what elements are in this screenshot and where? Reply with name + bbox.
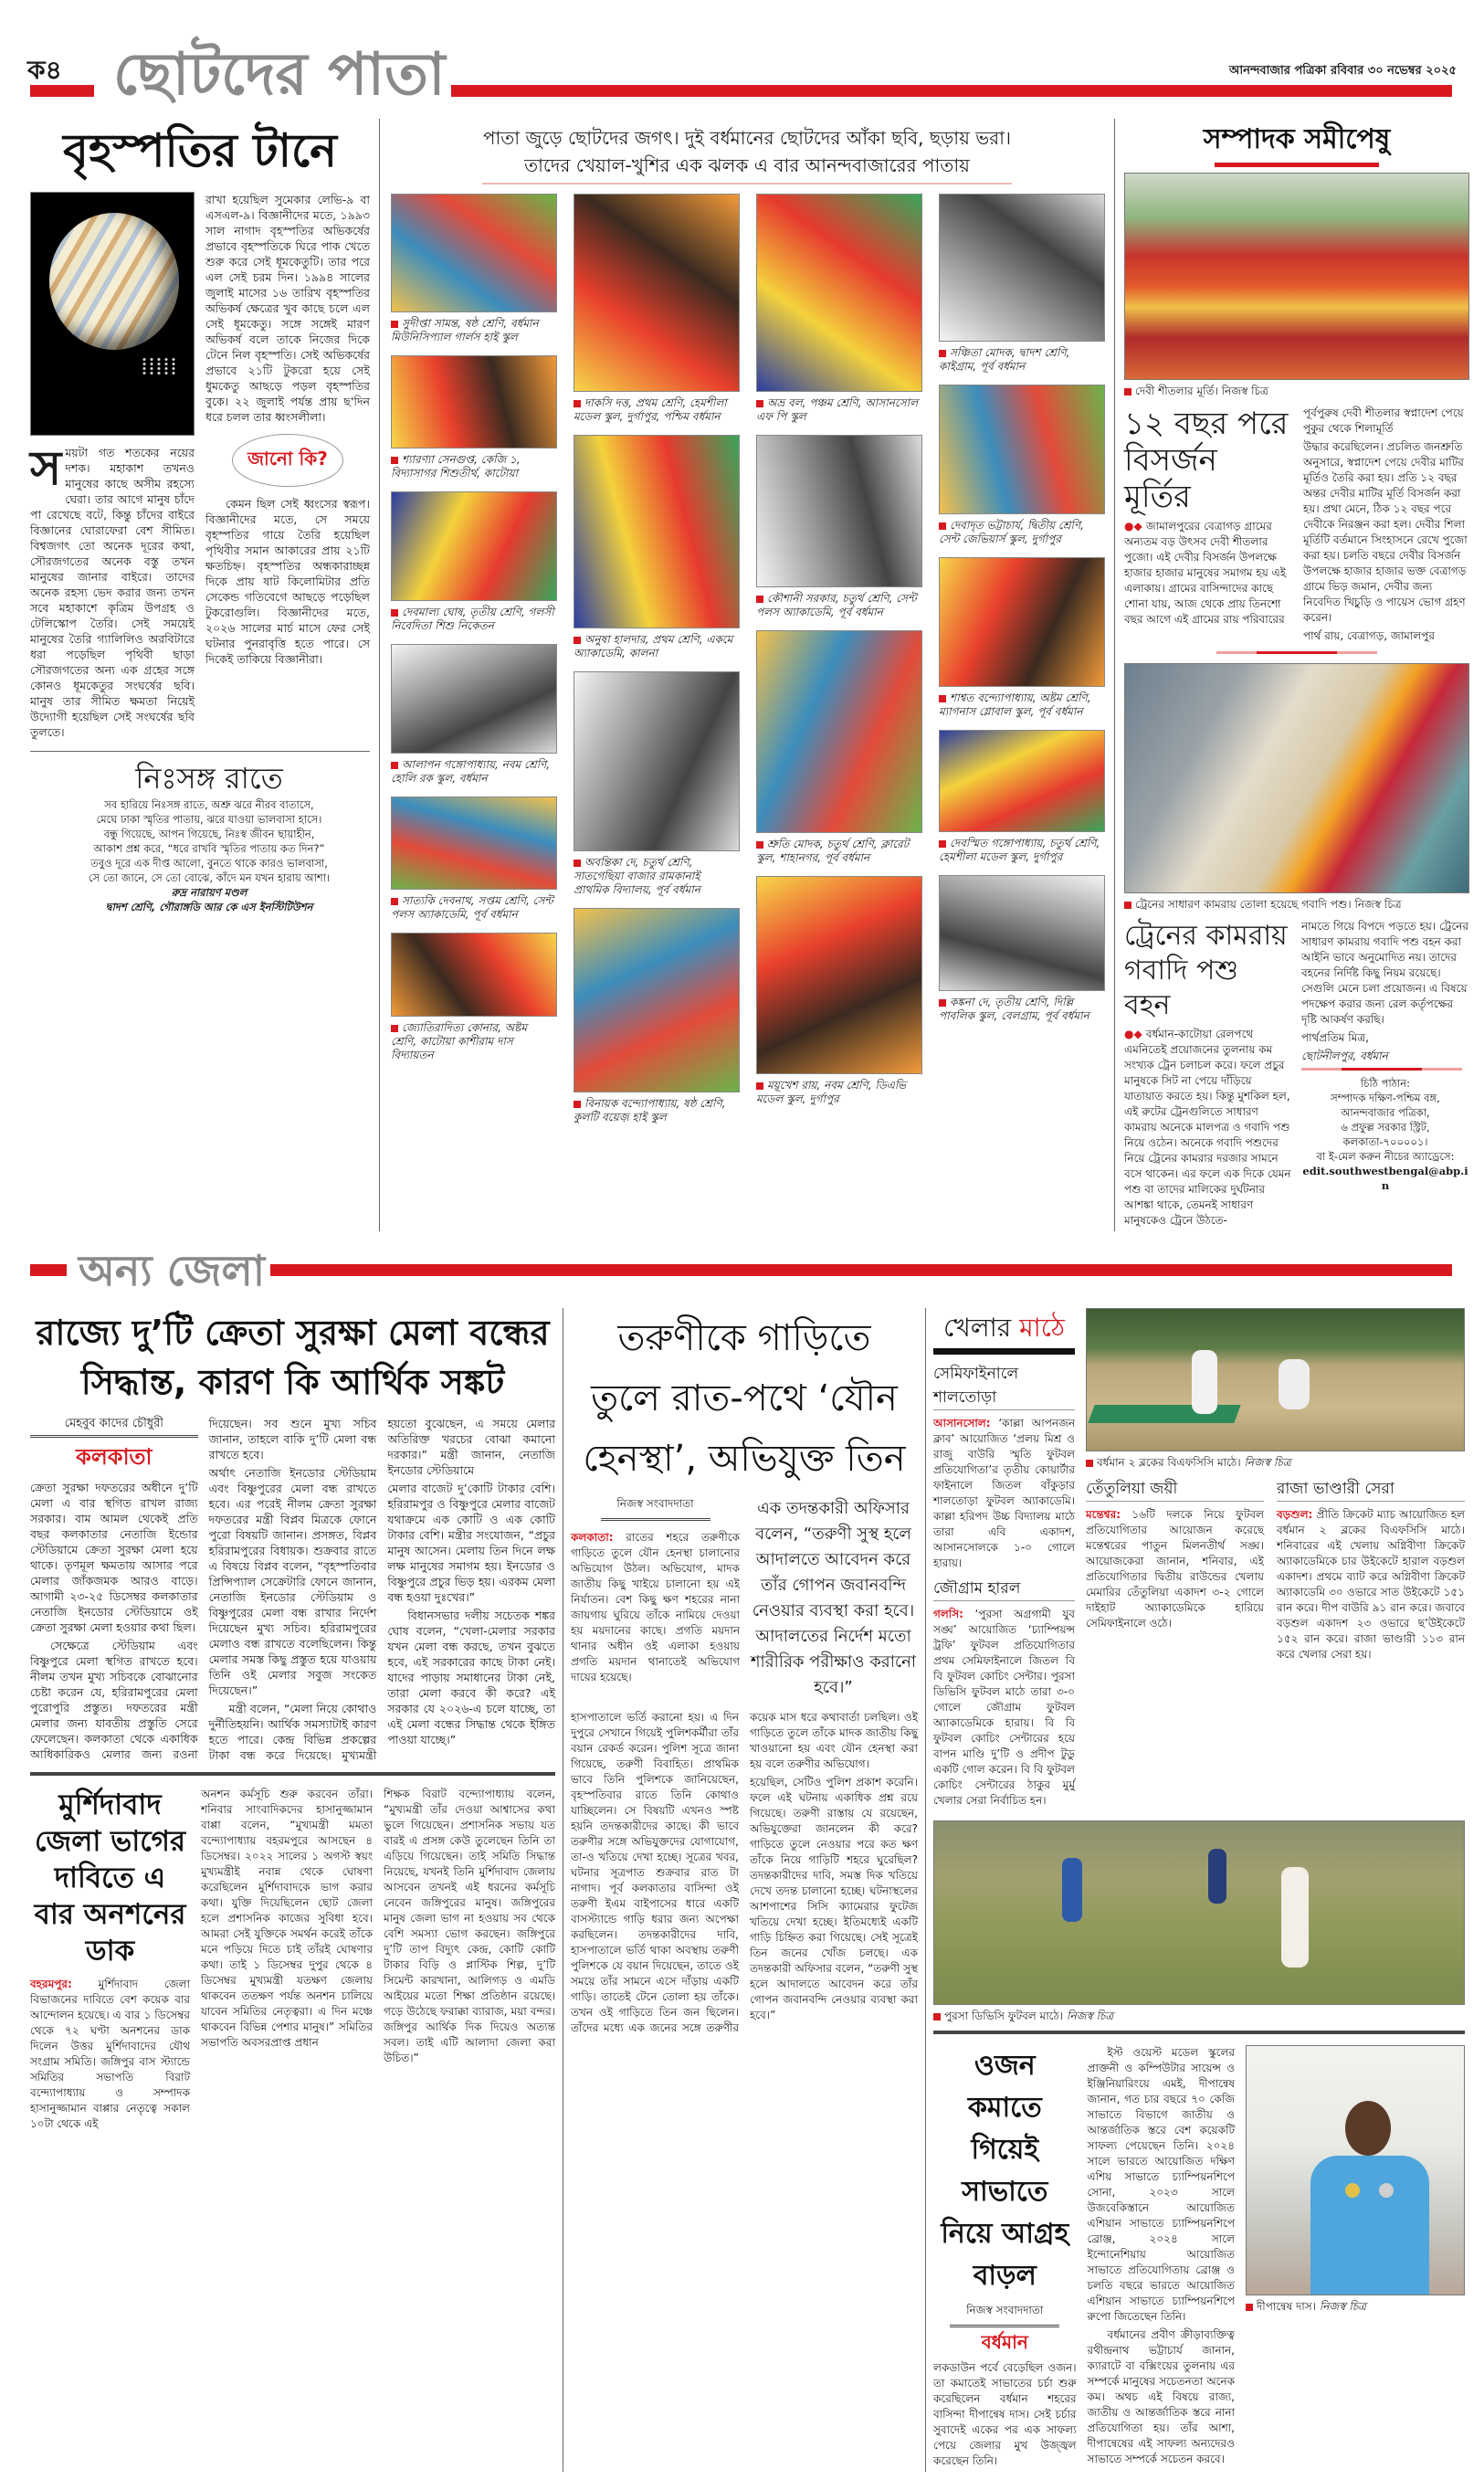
drawing-caption-text: জ্যোতিরাদিত্য কোনার, অষ্টম শ্রেণি, কাটোয়া কাশীরাম দাস বিদ্যায়তন <box>391 1021 527 1061</box>
article-paragraph: হয়েছিল, সেটিও পুলিশ প্রকাশ করেনি। ফলে এই ঘটনায় একাধিক প্রশ্ন রয়ে গিয়েছে। তরুণী রাস্তায় যে রয়েছেন, অভিযুক্তেরা জানলেন কী করে? গাড়িতে তুলে নেওয়ার পরে কত ক্ষণ তাঁকে নিয়ে গাড়িটি শহরে ঘুরেছিল? তদন্তকারীদের দাবি, সমস্ত দিক খতিয়ে দেখে তদন্ত চালানো হচ্ছে। ঘটনাস্থলের আশপাশের সিসি ক্যামেরার ফুটেজ খতিয়ে দেখা হচ্ছে। ইতিমধ্যেই একটি গাড়ি চিহ্নিত করা গিয়েছে। সেই সূত্রেই তিন জনের খোঁজ চলছে। এক তদন্তকারী অফিসার বলেন, “তরুণী সুস্থ হলে আদালতে আবেদন করে তাঁর গোপন জবানবন্দি নেওয়ার ব্যবস্থা করা হবে।” <box>750 1776 918 2021</box>
divider <box>30 1772 555 1776</box>
address-line: সম্পাদক দক্ষিণ-পশ্চিম বঙ্গ, <box>1331 1092 1440 1104</box>
letter-headline: ট্রেনের কামরায় গবাদি পশু বহন <box>1124 920 1288 1021</box>
fair-body <box>30 1416 555 1763</box>
gallery-column <box>391 194 555 1124</box>
letter-headline: ১২ বছর পরে বিসর্জন মূর্তির <box>1124 406 1289 515</box>
drawing-caption-text: অনুষা হালদার, প্রথম শ্রেণি, একমে অ্যাকাডেমি, কালনা <box>574 633 733 659</box>
caption-marker-icon <box>391 609 398 617</box>
header-rule-left <box>30 85 94 97</box>
gallery-intro-line: তাদের খেয়াল-খুশির এক ঝলক এ বার আনন্দবাজারের পাতায় <box>524 154 970 176</box>
brief-text: ‘কাল্লা আপনজন ক্লাব’ আয়োজিত ‘প্রলয় মিশ্র ও রাজু বাউরি স্মৃতি ফুটবল প্রতিযোগিতা’র তৃতীয় কোয়ার্টার ফাইনালে জিতল বাঁকুড়ার শালতোড়া ফুটবল অ্যাকাডেমি। কাল্লা হরিপদ উচ্চ বিদ্যালয় মাঠে তারা এবি একাদশ, আসানসোলকে ১-০ গোলে হারায়। <box>933 1417 1075 1569</box>
football-photo <box>933 1820 1465 2005</box>
drawing-caption-text: অবন্তিকা দে, চতুর্থ শ্রেণি, সাতগেছিয়া বাজার রামকানাই প্রাথমিক বিদ্যালয়, পূর্ব বর্ধমান <box>574 856 700 896</box>
drawing-caption <box>391 317 555 344</box>
player <box>1062 1858 1082 1922</box>
poem-line: বন্ধু গিয়েছে, আপন গিয়েছে, নিঃস্ব জীবন ছায়াহীন, <box>103 828 315 840</box>
caption-marker-icon <box>756 1082 763 1090</box>
drawing-caption <box>939 837 1103 864</box>
caption-marker-icon <box>756 596 763 603</box>
sports-section-title <box>933 1308 1075 1348</box>
sports-brief <box>1086 1477 1264 1665</box>
caption-marker-icon <box>1086 1460 1093 1467</box>
address-line: আনন্দবাজার পত্রিকা, <box>1341 1106 1430 1119</box>
headline-line: তরুণীকে গাড়িতে <box>617 1317 871 1359</box>
article-paragraph: ইস্ট ওয়েস্ট মডেল স্কুলের প্রাক্তনী ও কম্পিউটার সায়েন্স ও ইঞ্জিনিয়ারিংয়ে এমই, দীপান্বেষ জানান, গত চার বছরে ৭০ কেজি সাভাতে বিভাগে জাতীয় ও আন্তর্জাতিক স্তরে বেশ কয়েকটি সাফল্য পেয়েছেন তিনি। ২০২৪ সালে ভারতে আয়োজিত দক্ষিণ এশিয় সাভাতে চ্যাম্পিয়নশিপে সোনা, ২০২৩ সালে উজবেকিস্তানে আয়োজিত এশিয়ান সাভাতে চ্যাম্পিয়নশিপে ব্রোঞ্জ, ২০২৪ সালে ইন্দোনেশিয়ায় আয়োজিত সাভাতে প্রতিযোগিতায় ব্রোঞ্জ ও চলতি বছরে ভারতে আয়োজিত এশিয়ান সাভাতে চ্যাম্পিয়নশিপে রুপো জিতেছেন তিনি। <box>1087 2046 1235 2323</box>
caption-text: বর্ধমান ২ ব্লকের বিএফসিসি মাঠে। <box>1097 1456 1241 1469</box>
did-you-know-label: জানো কি? <box>247 447 328 470</box>
photo-caption <box>1246 2300 1465 2314</box>
gallery-intro <box>391 124 1103 179</box>
caption-marker-icon <box>939 999 946 1007</box>
drawing-caption <box>391 1021 555 1062</box>
jupiter-planet <box>49 213 179 350</box>
photo-credit: নিজস্ব চিত্র <box>1319 2300 1367 2313</box>
brief-text: প্রীতি ক্রিকেট ম্যাচ আয়োজিত হল বর্ধমান ২ ব্লকের বিএফসিসি মাঠে। শনিবারের এই খেলায় অগ্নিবীণা ক্রিকেট অ্যাকাডেমিকে চার উইকেটে হারাল বড়শুল একাদশ। প্রথমে ব্যাট করে অগ্নিবীণা ক্রিকেট অ্যাকাডেমি ৩০ ওভারে সাত উইকেটে ১৫১ রান করে। দীপ বাউরি ৯১ রান করে। জবাবে বড়শুল একাদশ ২৩ ওভারে ছ’উইকেটে ১৫২ রান করে। রাজা ভাণ্ডারী ১১৩ রান করে খেলার সেরা হয়। <box>1277 1508 1465 1661</box>
drawing-caption-text: শ্যারণ্যা সেনগুপ্ত, কেজি ১, বিদ্যাসাগর শিশুতীর্থ, কাটোয়া <box>391 453 521 480</box>
murshidabad-story <box>30 1787 555 2132</box>
poem-line: মেঘে ঢাকা স্মৃতির পাতায়, ঝরে যাওয়া ভালবাসা হাসে। <box>96 813 322 826</box>
drawing-card <box>939 557 1103 719</box>
brief-headline: জৌগ্রাম হারল <box>933 1577 1075 1601</box>
drawing-caption-text: দেবমাল্য ঘোষ, তৃতীয় শ্রেণি, গলসী নিবেদিতা শিশু নিকেতন <box>391 606 554 632</box>
drawing-card <box>939 194 1103 374</box>
player <box>1281 1867 1309 1968</box>
poem-line: আকাশ প্রশ্ন করে, “ধরে রাখবি স্মৃতির পাতায় কত দিন?” <box>93 842 325 855</box>
article-paragraph: লকডাউন পর্বে বেড়েছিল ওজন। তা কমাতেই সাভাতের চর্চা শুরু করেছিলেন বর্ধমান শহরের বাসিন্দা দীপান্বেষ দাস। সেই চর্চার সুবাদেই একের পর এক সাফল্য পেয়ে জেলার মুখ উজ্জ্বল করেছেন তিনি। <box>933 2361 1077 2467</box>
page-number: ক৪ <box>27 55 62 85</box>
drawing-card <box>756 194 921 424</box>
athlete-head <box>1345 2101 1391 2156</box>
photo-credit: নিজস্ব চিত্র <box>1221 385 1268 397</box>
caption-marker-icon <box>756 400 763 407</box>
drawing-card <box>939 875 1103 1023</box>
drawing-caption-text: বিনায়ক বন্দ্যোপাধ্যায়, ষষ্ঠ শ্রেণি, কুলটি বয়েজ় হাই স্কুল <box>574 1097 726 1124</box>
address-title: চিঠি পাঠান: <box>1361 1077 1410 1090</box>
onno-jela-section <box>30 1308 1484 2490</box>
child-drawing-image <box>391 355 557 448</box>
caption-text: দেবী শীতলার মূর্তি। <box>1135 385 1218 397</box>
gallery-column <box>939 194 1103 1124</box>
address-line: কলকাতা-৭০০০০১। <box>1342 1135 1428 1148</box>
brief-body <box>933 1607 1075 1809</box>
jupiter-story <box>30 192 370 740</box>
caption-marker-icon <box>1246 2304 1253 2311</box>
dateline-place: মন্তেশ্বর: <box>1086 1508 1121 1521</box>
dateline-place: আসানসোল: <box>933 1417 991 1430</box>
comet-fragments <box>141 357 177 375</box>
letter-body: উদ্ধার করেছিলেন। প্রচলিত জনশ্রুতি অনুসারে, স্বপ্নাদেশ পেয়ে দেবীর মাটির মূর্তিও তৈরি করা হয়। প্রতি ১২ বছর অন্তর দেবীর মাটির মূর্তি বিসর্জন করা হয়। প্রথা মেনে, ঠিক ১২ বছর পরে দেবীকে নিরঞ্জন করা হল। দেবীর শিলা মূর্তিটি বর্তমানে সিংহাসনে রেখে পুজো করা হয়। চলতি বছরে দেবীর বিসর্জন উপলক্ষে হাজার হাজার ভক্ত বেত্রাগড় গ্রামে ভিড় জমান, দেবীর জন্য নিবেদিত খিচুড়ি ও পায়েস ভোগ গ্রহণ করেন। <box>1303 440 1468 624</box>
sports-top <box>933 1308 1465 1811</box>
email-link[interactable]: edit.southwestbengal@abp.in <box>1302 1165 1468 1192</box>
jupiter-intro-text: ময়টা গত শতকের নয়ের দশক। মহাকাশ তখনও মানুষের কাছে অসীম রহস্যে ঘেরা। তার আগে মানুষ চাঁদে পা রেখেছে বটে, কিন্তু চাঁদের বাইরে বিজ্ঞানের ঘোরাফেরা বেশ সীমিত। বিশ্বজগৎ তো অনেক দূরের কথা, সৌরজগতের অনেক বস্তু তখন মানুষের জানার বাইরে। তাদের অনেক রহস্য ভেদ করার জন্য তখন সবে মহাকাশে কৃত্রিম উপগ্রহ ও টেলিস্কোপ তৈরি। সেই সময়েই মানুষের তৈরি গ্যালিলিও অরবিটারে ধরা পড়েছিল পৃথিবী ছাড়া সৌরজগতের অন্য এক গ্রহের সঙ্গে কোনও ধূমকেতুর সংঘর্ষের ছবি। মানুষ তার সীমিত ক্ষমতা নিয়েই উদ্যোগী হয়েছিল সেই সংঘর্ষের ছবি তুলতে। <box>30 446 195 739</box>
drawing-caption <box>574 856 738 897</box>
gallery-column <box>756 194 921 1124</box>
child-drawing-image <box>756 876 922 1074</box>
drawing-caption <box>756 1079 921 1106</box>
crime-body <box>571 1710 918 2036</box>
letters-section-title: সম্পাদক সমীপেষু <box>1203 123 1391 155</box>
caption-marker-icon <box>391 1025 398 1032</box>
jupiter-photo <box>30 192 195 436</box>
drawing-card <box>756 876 921 1106</box>
chhotoder-pata-section <box>30 119 1484 1231</box>
drawing-caption-text: সাত্যকি দেবনাথ, সপ্তম শ্রেণি, সেন্ট পলস অ্যাকাডেমি, পূর্ব বর্ধমান <box>391 894 553 921</box>
caption-marker-icon <box>939 522 946 530</box>
pull-quote: এক তদন্তকারী অফিসার বলেন, “তরুণী সুস্থ হলে আদালতে আবেদন করে তাঁর গোপন জবানবন্দি নেওয়ার ব্যবস্থা করা হবে। আদালতের নির্দেশ মতো শারীরিক পরীক্ষাও করানো হবে।” <box>750 1499 917 1697</box>
drawing-caption <box>574 633 738 660</box>
drawing-caption <box>391 894 555 922</box>
drawing-caption <box>939 996 1103 1023</box>
child-drawing-image <box>391 933 557 1017</box>
divider <box>30 751 370 752</box>
dateline-place: কলকাতা: <box>571 1531 614 1544</box>
drawing-caption-text: আলাপন গঙ্গোপাধ্যায়, নবম শ্রেণি, হোলি রক স্কুল, বর্ধমান <box>391 758 551 785</box>
headline-crime <box>571 1308 918 1489</box>
gallery-intro-underline <box>482 183 1012 185</box>
drawing-card <box>391 797 555 922</box>
gallery-column <box>574 194 738 1124</box>
brief-text: ‘পুরসা অগ্রগামী যুব সঙ্ঘ’ আয়োজিত ‘চ্যাম্পিয়ন্স ট্রফি’ ফুটবল প্রতিযোগিতার প্রথম সেমিফাইনালে জিতল বি বি ফুটবল কোচিং সেন্টার। পুরসা ডিভিসি ফুটবল মাঠে তারা ৩-০ গোলে জৌগ্রাম ফুটবল অ্যাকাডেমিকে হারায়। বি বি ফুটবল কোচিং সেন্টারের হয়ে বাপন মাণ্ডি দু’টি ও প্রদীপ টুডু একটি গোল করেন। বি বি ফুটবল কোচিং সেন্টারের ঠাকুর মুর্মু খেলার সেরা নির্বাচিত হন। <box>933 1608 1075 1807</box>
letter-2-continued <box>1301 919 1469 1231</box>
drawing-card <box>574 908 738 1124</box>
headline-line: সিদ্ধান্ত, কারণ কি আর্থিক সঙ্কট <box>80 1362 505 1402</box>
address-block <box>1301 1076 1469 1193</box>
dateline-place: বড়শুল: <box>1277 1508 1313 1521</box>
section-rule-left <box>30 1264 67 1276</box>
caption-marker-icon <box>391 457 398 464</box>
savate-story <box>933 2045 1465 2472</box>
sports-title-a: খেলার <box>943 1313 1012 1343</box>
caption-marker-icon <box>1124 902 1131 909</box>
drawing-caption-text: শ্রুতি মোদক, চতুর্থ শ্রেণি, ক্লারেট স্কুল, শাহানগর, পূর্ব বর্ধমান <box>756 838 910 864</box>
drawing-caption <box>574 396 738 424</box>
drawing-card <box>574 435 738 660</box>
savate-body <box>1088 2045 1235 2472</box>
letters-title-underline <box>1215 163 1379 167</box>
page-header <box>0 0 1484 119</box>
article-paragraph: অর্থাৎ নেতাজি ইনডোর স্টেডিয়াম এবং বিষ্ণুপুরের মেলা বন্ধ রাখতে হবে। এর পরেই নীলম ক্রেতা সুরক্ষা দফতরের মন্ত্রী বিপ্লব মিত্রকে ফোনে পুরো বিষয়টি জানান। প্রসঙ্গত, বিপ্লব হরিরামপুরের বিধায়ক। শুক্রবার রাতে এ বিষয়ে বিপ্লব বলেন, “বৃহস্পতিবার প্রিন্সিপ্যাল সেক্রেটারি ফোনে জানান, নেতাজি ইনডোর স্টেডিয়াম ও বিষ্ণুপুরের মেলা বন্ধ রাখার নির্দেশ দিয়েছেন মুখ্য সচিব। হরিরামপুরের মেলাও বন্ধ রাখতে বলেছিলেন। কিন্তু মেলার সমস্ত কিছু প্রস্তুত হয়ে যাওয়ায় তিনি ওই মেলার সবুজ সংকেত দিয়েছেন।” <box>208 1466 377 1697</box>
divider <box>933 2031 1465 2034</box>
poem-line: সে তো জানে, সে তো বোঝে, কাঁদে মন যখন হারায় আশা। <box>88 871 331 884</box>
jupiter-right-column <box>205 192 370 740</box>
byline: নিজস্ব সংবাদদাতা <box>950 2303 1059 2327</box>
drawing-caption <box>391 606 555 633</box>
fair-column <box>30 1308 563 2472</box>
date-line: আনন্দবাজার পত্রিকা রবিবার ৩০ নভেম্বর ২০২৫ <box>1229 64 1457 78</box>
sports-brief <box>933 1577 1075 1809</box>
athlete-jersey <box>1310 2156 1429 2295</box>
sports-column <box>926 1308 1465 2472</box>
sports-brief <box>933 1362 1075 1571</box>
address-line: বা ই-মেল করুন নীচের অ্যাড্রেসে: <box>1316 1150 1455 1163</box>
caption-text: পুরসা ডিভিসি ফুটবল মাঠে। <box>944 2010 1064 2022</box>
photo-caption <box>1124 385 1469 398</box>
sports-title-b: মাঠে <box>1019 1313 1065 1343</box>
murshidabad-lead <box>30 1977 190 2132</box>
savate-first-column <box>933 2045 1077 2472</box>
letter-body-text: বর্ধমান-কাটোয়া রেলপথে এমনিতেই প্রয়োজনের তুলনায় কম সংখ্যক ট্রেন চলাচল করে। ফলে প্রচুর মানুষকে সিট না পেয়ে দাঁড়িয়ে যাতায়াত করতে হয়। কিন্তু মুশকিল হল, এই রুটের ট্রেনগুলিতে সাধারণ কামরায় অনেকে মালপত্র ও গবাদি পশু নিয়ে ওঠেন। অনেকে গবাদি পশুদের নিয়ে ট্রেনের কামরার দরজার সামনে বসে থাকেন। এর ফলে এক দিকে যেমন পশু বা তাদের মালিকের দুর্ঘটনার আশঙ্কা থাকে, তেমনই সাধারণ মানুষকেও ট্রেনে উঠতে- <box>1124 1028 1291 1227</box>
poem-line: সব হারিয়ে নিঃসঙ্গ রাতে, অশ্রু ঝরে নীরব বাতাসে, <box>104 798 314 811</box>
drawing-card <box>391 933 555 1062</box>
crime-byline-block <box>601 1496 710 1521</box>
drawing-card <box>391 644 555 786</box>
drawing-caption-text: দাকসি দত্ত, প্রথম শ্রেণি, হেমশীলা মডেল স্কুল, দুর্গাপুর, পশ্চিম বর্ধমান <box>574 396 727 423</box>
sports-brief <box>1277 1477 1465 1665</box>
drawing-caption-text: ময়ূখেশ রায়, নবম শ্রেণি, ডিএভি মডেল স্কুল, দুর্গাপুর <box>756 1079 907 1105</box>
dateline-place: গলসি: <box>933 1608 963 1620</box>
brief-headline: তেঁতুলিয়া জয়ী <box>1086 1477 1264 1502</box>
medal-icon <box>1379 2183 1394 2198</box>
drawing-caption <box>391 758 555 786</box>
headline-line: হেনস্থা’, অভিযুক্ত তিন <box>583 1438 906 1480</box>
child-drawing-image <box>756 630 922 833</box>
child-drawing-image <box>574 194 740 392</box>
drawing-caption-text: দেবাদৃত ভট্টাচার্য, দ্বিতীয় শ্রেণি, সেন্ট জেভিয়ার্স স্কুল, দুর্গাপুর <box>939 519 1084 545</box>
drawing-card <box>939 385 1103 546</box>
jupiter-left-column <box>30 192 195 740</box>
photo-caption <box>1124 898 1469 912</box>
livestock-train-photo <box>1124 663 1469 893</box>
section-rule-right <box>178 1264 1452 1276</box>
letter-body <box>1124 1027 1292 1229</box>
fair-byline-block <box>30 1416 198 1472</box>
article-text: মুর্শিদাবাদ জেলা বিভাজনের দাবিতে বেশ কয়েক বার আন্দোলন হয়েছে। এ বার ১ ডিসেম্বর থেকে ৭২ ঘণ্টা অনশনের ডাক দিলেন উত্তর মুর্শিদাবাদের যৌথ সংগ্রাম সমিতি। জঙ্গিপুর বাস স্ট্যান্ডে সমিতির সভাপতি বিরাট বন্দ্যোপাধ্যায় ও সম্পাদক হাসানুজ্জামান বাপ্পার নেতৃত্বে সকাল ১০টা থেকে এই <box>30 1978 190 2130</box>
caption-marker-icon <box>939 695 946 702</box>
child-drawing-image <box>939 557 1105 687</box>
poem-title: নিঃসঙ্গ রাতে <box>135 761 283 796</box>
photo-caption <box>1086 1456 1465 1470</box>
brief-body <box>933 1416 1075 1571</box>
drawing-caption-text: দেবস্মিত গঙ্গোপাধ্যায়, চতুর্থ শ্রেণি, হেমশীলা মডেল স্কুল, দুর্গাপুর <box>939 837 1100 863</box>
drawing-caption <box>574 1097 738 1124</box>
byline: নিজস্ব সংবাদদাতা <box>601 1496 710 1521</box>
article-paragraph: মেলার বাজেট দু’কোটি টাকার বেশি। হরিরামপুর ও বিষ্ণুপুরে মেলার বাজেট যথাক্রমে এক কোটি ও এক কোটি টাকার বেশি। মন্ত্রীর সংযোজন, “প্রচুর মানুষ আসেন। মেলায় তিন দিনে লক্ষ লক্ষ মানুষের সমাগম হয়। ইনডোর ও বিষ্ণুপুরে প্রচুর ভিড় হয়। এরকম মেলা বন্ধ হওয়া দুঃখের।” <box>387 1482 555 1604</box>
article-paragraph: ক্রেতা সুরক্ষা দফতরের অধীনে দু’টি মেলা এ বার স্থগিত রাখল রাজ্য সরকার। বাম আমল থেকেই প্রতি বছর কলকাতার নেতাজি ইন্ডোর স্টেডিয়ামে ক্রেতা সুরক্ষা মেলা হয়ে থাকে। তৃণমূল ক্ষমতায় আসার পরে মেলার জাঁকজমক আরও বাড়ে। আগামী ২৩-২৫ ডিসেম্বর কলকাতার নেতাজি ইনডোর স্টেডিয়ামে ওই ক্রেতা সুরক্ষা মেলা হওয়ার কথা ছিল। <box>30 1481 198 1634</box>
sports-right <box>1086 1308 1465 1811</box>
child-drawing-image <box>756 194 922 392</box>
poem-author: রুদ্র নারায়ণ মণ্ডল <box>171 886 247 899</box>
jupiter-paragraph: কেমন ছিল সেই ধ্বংসের স্বরূপ। বিজ্ঞানীদের মতে, সে সময়ে বৃহস্পতির গায়ে তৈরি হয়েছিল পৃথিবীর সমান আকারের প্রায় ২১টি ক্ষতচিহ্ন। বৃহস্পতির অন্ধকারাচ্ছন্ন দিকে প্রায় ষাট কিলোমিটার প্রতি সেকেন্ড গতিবেগে আছড়ে পড়েছিল টুকরোগুলি। বিজ্ঞানীদের মতে, ২০২৬ সালের মার্চ মাসে ফের সেই ঘটনার পুনরাবৃত্তি হতে পারে। সে দিকেই তাকিয়ে বিজ্ঞানীরা। <box>205 497 370 666</box>
article-paragraph: সেক্ষেত্রে স্টেডিয়াম এবং বিষ্ণুপুরে মেলা স্থগিত রাখতে হবে। নীলম তখন মুখ্য সচিবকে বোঝানোর চেষ্টা করেন যে, হরিরামপুরের মেলা পুরোপুরি প্রস্তুত। দফতরের মন্ত্রী মেলার জন্য যাবতীয় প্রস্তুতি সেরে ফেলেছেন। কলকাতা থেকে একাধিক আধিকারিকও মেলার জন্য রওনা দিয়েছেন। সব শুনে মুখ্য সচিব জানান, তাহলে বাকি দু’টি মেলা বন্ধ রাখতে হবে। <box>30 1417 377 1761</box>
article-paragraph: শিক্ষক বিরাট বন্দ্যোপাধ্যায় বলেন, “মুখ্যমন্ত্রী তাঁর দেওয়া আশ্বাসের কথা ভুলে গিয়েছেন। প্রশাসনিক সভায় যত বারই এ প্রসঙ্গ কেউ তুলেছেন তিনি তা এড়িয়ে গিয়েছেন। তাই সমিতি সিদ্ধান্ত নিয়েছে, যখনই তিনি মুর্শিদাবাদ জেলায় আসবেন তখনই এই ধরনের কর্মসূচি নেবেন জঙ্গিপুরের মানুষ। জঙ্গিপুরের মানুষ জেলা ভাগ না হওয়ায় সব থেকে বেশি সমস্যা ভোগ করছেন। জঙ্গিপুরে দু’টি তাপ বিদ্যুৎ কেন্দ্র, কোটি কোটি টাকার বিড়ি ও প্লাস্টিক শিল্প, দু’টি সিমেন্ট কারখানা, আলিগড় ও এমডি আইয়ের মতো শিক্ষা প্রতিষ্ঠান রয়েছে। গড়ে উঠেছে ফরাক্কা ব্যারাজ, ময়া বন্দর। জঙ্গিপুর আর্থিক দিক দিয়েও অত্যন্ত সবল। তাই এটি আলাদা জেলা করা উচিত।” <box>384 1788 555 2064</box>
child-drawing-image <box>939 730 1105 832</box>
drawing-caption <box>756 396 921 424</box>
letter-1 <box>1124 406 1469 644</box>
brief-headline: সেমিফাইনালে শালতোড়া <box>933 1362 1075 1410</box>
onno-jela-header <box>0 1242 1484 1308</box>
caption-text: দীপান্বেষ দাস। <box>1257 2300 1316 2313</box>
caption-marker-icon <box>756 841 763 849</box>
cricket-photo <box>1086 1308 1465 1451</box>
article-paragraph: অনশন কর্মসূচি শুরু করবেন তাঁরা। শনিবার সাংবাদিকদের হাসানুজ্জামান বাপ্পা বলেন, “মুখ্যমন্ত্রী মমতা বন্দ্যোপাধ্যায় বহরমপুরে আসছেন ৪ ডিসেম্বর। ২০২২ সালের ১ অগস্ট স্বয়ং মুখ্যমন্ত্রীই নবান্ন থেকে ঘোষণা করেছিলেন মুর্শিদাবাদকে ভাগ করার কথা। যুক্তি দিয়েছিলেন ছোট জেলা হলে প্রশাসনিক কাজের সুবিধা হবে। আমরা সেই যুক্তিকে সমর্থন করেই তাঁকে মনে পড়িয়ে দিতে চাই তাঁরই ঘোষণার কথা। তাই ১ ডিসেম্বর দুপুর থেকে ৪ ডিসেম্বর মুখ্যমন্ত্রী যতক্ষণ জেলায় থাকবেন ততক্ষণ পর্যন্ত অনশন চালিয়ে যাবেন সমিতির নেতৃত্বরা। এ দিন মঞ্চে থাকবেন বিভিন্ন পেশার মানুষ।” সমিতির সভাপতি অবসরপ্রাপ্ত প্রধান <box>201 1788 373 2049</box>
crime-lead-column <box>571 1496 740 1701</box>
drawing-caption <box>939 346 1103 374</box>
photo-caption <box>933 2010 1465 2023</box>
sports-briefs-row <box>1086 1477 1465 1665</box>
caption-marker-icon <box>574 1101 581 1108</box>
letter-signature-place: ছোটনীলপুর, বর্ধমান <box>1301 1050 1388 1062</box>
drawing-caption-text: কৌশানী সরকার, চতুর্থ শ্রেণি, সেন্ট পলস অ্যাকাডেমি, পূর্ব বর্ধমান <box>756 592 917 618</box>
child-drawing-image <box>391 491 557 601</box>
caption-marker-icon <box>574 400 581 407</box>
article-paragraph: বর্ধমানের প্রবীণ ক্রীড়াব্যক্তিত্ব রথীন্দ্রনাথ ভট্টাচার্য জানান, ক্যারাটে বা বক্সিংয়ের তুলনায় এর সম্পর্কে মানুষের সচেতনতা অনেক কম। অথচ এই বিষয়ে রাজ্য, জাতীয় ও আন্তর্জাতিক স্তরে নানা প্রতিযোগিতা হয়। তাঁর আশা, দীপান্বেষের এই সাফল্য অন্যদেরও সাভাতে সম্পর্কে সচেতন করবে। <box>1087 2328 1235 2465</box>
murshidabad-first-column <box>30 1787 190 2132</box>
brief-text: ১৬টি দলকে নিয়ে ফুটবল প্রতিযোগিতার আয়োজন করেছে মন্তেশ্বরের পাতুন মিলনতীর্থ সঙ্ঘ। আয়োজকেরা জানান, শনিবার, এই প্রতিযোগিতার দ্বিতীয় রাউন্ডের খেলায় মেমারির তেঁতুলিয়া একাদশ ৩-২ গোলে দাইহাট অ্যাকাডেমিকে হারিয়ে সেমিফাইনালে ওঠে। <box>1086 1508 1264 1630</box>
letter-body-text: জামালপুরের বেত্রাগড় গ্রামের অন্যতম বড় উৎসব দেবী শীতলার পুজো। এই দেবীর বিসর্জন উপলক্ষে হাজার হাজার মানুষের সমাগম হয় এই এলাকায়। গ্রামের বাসিন্দাদের কাছে শোনা যায়, আজ থেকে প্রায় তিনশো বছর আগে এই গ্রামের রায় পরিবারের পূর্বপুরুষ দেবী শীতলার স্বপ্নাদেশ পেয়ে পুকুর থেকে শিলামূর্তি <box>1124 406 1464 626</box>
drawing-card <box>574 671 738 897</box>
poem-line: তবুও দূরে এক দীপ্ত আলো, বুনতে থাকে কারও ভালবাসা, <box>90 857 328 870</box>
drawing-card <box>391 355 555 480</box>
drawing-card <box>391 194 555 344</box>
drop-cap: স <box>30 441 62 496</box>
brief-headline: রাজা ভাণ্ডারী সেরা <box>1277 1477 1465 1502</box>
wicketkeeper <box>1279 1359 1310 1409</box>
article-paragraph: মন্ত্রী বলেন, “মেলা নিয়ে কোথাও দুর্নীতিহয়নি। আর্থিক সমস্যাটাই কারণ হতে পারে। কেন্দ্র বিভিন্ন প্রকল্পের টাকা বন্ধ করে দিয়েছে। মুখ্যমন্ত্রী হয়তো বুঝেছেন, এ সময়ে মেলার অতিরিক্ত খরচের বোঝা কমানো দরকার।” মন্ত্রী জানান, নেতাজি ইনডোর স্টেডিয়ামে <box>208 1417 555 1762</box>
child-drawing-image <box>939 385 1105 514</box>
murshidabad-body <box>201 1787 555 2132</box>
headline-savate: ওজন কমাতে গিয়েই সাভাতে নিয়ে আগ্রহ বাড়ল <box>941 2050 1069 2292</box>
cricket-pitch <box>1088 1405 1240 1423</box>
drawing-caption-text: সঞ্চিতা মোদক, দ্বাদশ শ্রেণি, কাইগ্রাম, পূর্ব বর্ধমান <box>939 346 1070 373</box>
drawing-caption-text: সুদীপ্তা সামন্ত, ষষ্ঠ শ্রেণি, বর্ধমান মিউনিসিপ্যাল গার্লস হাই স্কুল <box>391 317 539 343</box>
crime-lead <box>571 1530 740 1685</box>
drawing-card <box>939 730 1103 864</box>
drawing-caption <box>756 592 921 619</box>
letter-marker-icon: ●◆ <box>1124 1028 1146 1040</box>
drawing-caption <box>939 519 1103 546</box>
caption-marker-icon <box>574 637 581 644</box>
child-drawing-image <box>574 435 740 628</box>
caption-marker-icon <box>939 350 946 357</box>
drawing-caption-text: শাশ্বত বন্দ্যোপাধ্যায়, অষ্টম শ্রেণি, ম্যাগনাস গ্লোবাল স্কুল, পূর্ব বর্ধমান <box>939 691 1091 718</box>
batsman <box>1192 1350 1217 1414</box>
headline-murshidabad: মুর্শিদাবাদ জেলা ভাগের দাবিতে এ বার অনশনের ডাক <box>34 1788 186 1968</box>
goddess-photo <box>1124 173 1469 380</box>
letter-divider <box>1216 651 1377 654</box>
gallery-column <box>380 119 1115 1231</box>
photo-credit: নিজস্ব চিত্র <box>1244 1456 1291 1469</box>
child-drawing-image <box>391 797 557 890</box>
drawing-card <box>574 194 738 424</box>
child-drawing-image <box>756 435 922 587</box>
caption-text: ট্রেনের সাধারণ কামরায় তোলা হয়েছে গবাদি পশু। <box>1135 898 1352 911</box>
savate-byline-block <box>950 2303 1059 2355</box>
child-drawing-image <box>574 908 740 1092</box>
jupiter-column <box>30 119 380 1231</box>
header-rule-right <box>437 85 1452 97</box>
jupiter-intro <box>30 441 195 740</box>
drawing-caption-text: কঙ্কনা দে, তৃতীয় শ্রেণি, দিল্লি পাবলিক স্কুল, বেলগ্রাম, পূর্ব বর্ধমান <box>939 996 1089 1022</box>
crime-top <box>571 1496 918 1701</box>
photo-credit: নিজস্ব চিত্র <box>1354 898 1402 911</box>
address-line: ৬ প্রফুল্ল সরকার স্ট্রিট, <box>1341 1121 1430 1134</box>
headline-consumer-fair <box>30 1308 555 1407</box>
byline: মেহবুব কাদের চৌধুরী <box>30 1416 198 1438</box>
letter-signature: পার্থ রায়, বেত্রাগড়, জামালপুর <box>1303 629 1435 642</box>
caption-marker-icon <box>939 840 946 848</box>
caption-marker-icon <box>391 321 398 328</box>
caption-marker-icon <box>574 860 581 867</box>
sports-left <box>933 1308 1075 1811</box>
caption-marker-icon <box>391 762 398 769</box>
brief-body <box>1277 1507 1465 1662</box>
jupiter-body-right-bottom <box>205 496 370 667</box>
medal-icon <box>1345 2183 1360 2198</box>
brief-body <box>1086 1507 1264 1631</box>
child-drawing-image <box>574 671 740 851</box>
drawing-card <box>756 435 921 619</box>
letter-divider <box>1301 1068 1462 1071</box>
savate-photo-column <box>1246 2045 1465 2472</box>
headline-jupiter: বৃহস্পতির টানে <box>63 124 337 177</box>
did-you-know-badge <box>232 434 343 487</box>
article-text: রাতের শহরে তরুণীকে গাড়িতে তুলে যৌন হেনস্থা চালানোর অভিযোগ উঠল। অভিযোগ, মাদক জাতীয় কিছু খাইয়ে চালানো হয় এই নির্যাতন। বেশ কিছু ক্ষণ শহরের নানা জায়গায় ঘুরিয়ে তাঁকে নামিয়ে দেওয়া হয় ময়দানের কাছে। প্রগতি ময়দান থানার অধীন ওই এলাকা হওয়ায় প্রগতি ময়দান থানাতেই অভিযোগ দায়ের হয়েছে। <box>571 1531 740 1683</box>
athlete-photo <box>1246 2045 1465 2295</box>
dateline-place: বর্ধমান <box>981 2331 1028 2353</box>
drawing-card <box>391 491 555 633</box>
gallery-intro-line: পাতা জুড়ে ছোটদের জগৎ। দুই বর্ধমানের ছোটদের আঁকা ছবি, ছড়ায় ভরা। <box>482 127 1012 149</box>
child-drawing-image <box>391 644 557 754</box>
section-title-onno-jela: অন্য জেলা <box>73 1242 270 1299</box>
caption-marker-icon <box>933 2013 941 2020</box>
letters-column <box>1115 119 1469 1231</box>
letter-body: নামতে গিয়ে বিপদে পড়তে হয়। ট্রেনের সাধারণ কামরায় গবাদি পশু বহন করা আইনি ভাবে অনুমোদিত নয়। তাদের বহনের নির্দিষ্ট কিছু নিয়ম রয়েছে। সেগুলি মেনে চলা প্রয়োজন। এ বিষয়ে পদক্ষেপ করার জন্য রেল কর্তৃপক্ষের দৃষ্টি আকর্ষণ করছি। <box>1301 920 1468 1026</box>
letter-signature-name: পার্থপ্রতিম মিত্র, <box>1301 1031 1369 1044</box>
drawing-caption-text: অভ্র বল, পঞ্চম শ্রেণি, আসানসোল এফ পি স্কুল <box>756 396 919 423</box>
player <box>1208 1849 1226 1904</box>
headline-line: তুলে রাত-পথে ‘যৌন <box>591 1377 898 1419</box>
jupiter-body-right-top: রাখা হয়েছিল সুমেকার লেভি-৯ বা এসএল-৯। বিজ্ঞানীদের মতে, ১৯৯৩ সাল নাগাদ বৃহস্পতির অভিকর্ষের প্রভাবে বৃহস্পতিকে ঘিরে পাক খেতে শুরু করে সেই ধূমকেতুটি। তার পরে এল সেই চরম দিন। ১৯৯৪ সালের জুলাই মাসের ১৬ তারিখ বৃহস্পতির অভিকর্ষ ক্ষেত্রের খুব কাছে চলে এল সেই ধূমকেতু। সঙ্গে সঙ্গেই মারণ অভিকর্ষ বলে তাকে নিজের দিকে টেনে নিল বৃহস্পতি। সেই অভিকর্ষের প্রভাবে ২১টি টুকরো হয়ে সেই ধুমকেতু আছড়ে পড়ল বৃহস্পতির বুকে। ২২ জুলাই পর্যন্ত প্রায় ছ'দিন ধরে চলল তার ধ্বংসলীলা। <box>205 193 370 424</box>
child-drawing-image <box>391 194 557 312</box>
letter-marker-icon: ●◆ <box>1124 520 1146 533</box>
drawing-gallery <box>391 194 1103 1124</box>
drawing-caption <box>391 453 555 480</box>
article-paragraph: বিধানসভার দলীয় সচেতক শঙ্কর ঘোষ বলেন, “খেলা-মেলার সরকার যখন মেলা বন্ধ করছে, তখন বুঝতে হবে, এই সরকারের কাছে টাকা নেই। যাদের পাড়ায় সমাধানের টাকা নেই, তারা মেলা করবে কী করে? এই সরকার যে ২০২৬-এ চলে যাচ্ছে, তা এই মেলা বন্ধের সিদ্ধান্ত থেকে ইঙ্গিত পাওয়া যাচ্ছে।” <box>387 1609 555 1746</box>
drawing-card <box>756 630 921 865</box>
letter-2 <box>1124 919 1469 1231</box>
dateline-place: বহরমপুর: <box>30 1978 72 1990</box>
headline-line: রাজ্যে দু’টি ক্রেতা সুরক্ষা মেলা বন্ধের <box>36 1313 550 1353</box>
caption-marker-icon <box>391 898 398 905</box>
section-title-chhotoder-pata: ছোটদের পাতা <box>108 38 451 111</box>
photo-credit: নিজস্ব চিত্র <box>1067 2010 1114 2022</box>
poem <box>30 759 370 914</box>
letter-2-first-column <box>1124 919 1292 1231</box>
child-drawing-image <box>939 875 1105 991</box>
child-drawing-image <box>939 194 1105 342</box>
drawing-caption <box>756 838 921 865</box>
poem-school: দ্বাদশ শ্রেণি, গৌরাঙ্গডি আর কে এস ইনস্টিটিউশন <box>105 901 313 913</box>
dateline-place: কলকাতা <box>76 1444 153 1470</box>
sports-title-bar <box>933 1348 1075 1355</box>
caption-marker-icon <box>1124 388 1131 396</box>
article-paragraph: হাসপাতালে ভর্তি করানো হয়। এ দিন দুপুরে সেখানে গিয়েই পুলিশকর্মীরা তাঁর বয়ান রেকর্ড করেন। পুলিশ সূত্রে জানা গিয়েছে, তরুণী বিবাহিত। প্রাথমিক ভাবে তিনি পুলিশকে জানিয়েছেন, বৃহস্পতিবার রাতে তিনি কোথাও যাচ্ছিলেন। সে বিষয়টি এখনও স্পষ্ট হয়নি তদন্তকারীদের কাছে। কী ভাবে তরুণীর সঙ্গে অভিযুক্তদের যোগাযোগ, তা-ও খতিয়ে দেখা হচ্ছে। সূত্রের খবর, ঘটনার সূত্রপাত শুক্রবার রাত টা নাগাদ। পূর্ব কলকাতার বাসিন্দা ওই তরুণী ইএম বাইপাসের ধারে একটি বাসস্ট্যান্ডে গাড়ি ধরার জন্য অপেক্ষা করছিলেন। তদন্তকারীদের দাবি, হাসপাতালে ভর্তি থাকা অবস্থায় তরুণী পুলিশকে যে বয়ান দিয়েছেন, তাতে ওই সময়ে তাঁর সামনে এসে দাঁড়ায় একটি গাড়ি। তাতেই টেনে তোলা হয় তাঁকে। তখন ওই গাড়িতে তিন জন ছিলেন। তাঁদের মধ্যে এক জনের সঙ্গে তরুণীর কয়েক মাস ধরে কথাবার্তা চলছিল। ওই গাড়িতে তুলে তাঁকে মাদক জাতীয় কিছু খাওয়ানো হয় এবং যৌন হেনস্থা করা হয় বলে তরুণীর অভিযোগ। <box>571 1711 918 2034</box>
crime-column <box>563 1308 926 2472</box>
drawing-caption <box>939 691 1103 719</box>
